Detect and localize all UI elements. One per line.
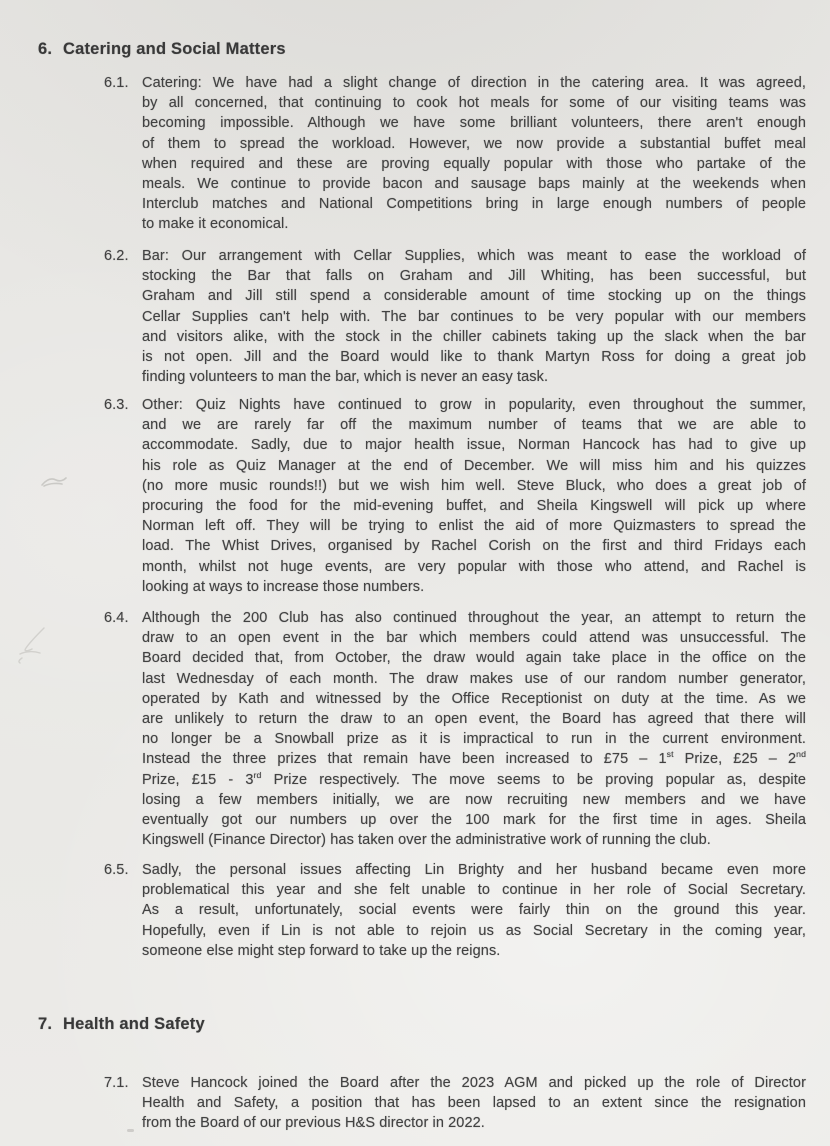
text-line: Kingswell (Finance Director) has taken over the administrative work of running the club.: [142, 832, 711, 849]
clause-6-3: [104, 395, 806, 597]
text-line: Although the 200 Club has also continued throughout the year, an attempt to return the: [142, 610, 806, 626]
scan-artifact-scribble: [14, 624, 56, 666]
text-line: load. The Whist Drives, organised by Rachel Corish on the first and third Fridays each: [142, 538, 806, 555]
section-number: 7.: [38, 1015, 53, 1033]
text-line: finding volunteers to man the bar, which is never an easy task.: [142, 369, 549, 386]
text-line: when required and these are proving equally popular with those who partake of the: [142, 155, 806, 172]
text-line: meals. We continue to provide bacon and sausage baps mainly at the weekends when: [142, 176, 806, 193]
clause-text: [142, 246, 806, 387]
text-line: Cellar Supplies can't help with. The bar continues to be very popular with our members: [142, 308, 806, 325]
text-line: (no more music rounds!!) but we wish him well. Steve Bluck, who does a great job of: [142, 477, 806, 494]
text-line: looking at ways to increase those numbers.: [142, 578, 425, 595]
text-line: to make it economical.: [142, 216, 289, 233]
scan-artifact-squiggle: [40, 474, 68, 492]
text-line: Hopefully, even if Lin is not able to rejoin us as Social Secretary in the coming year,: [142, 922, 806, 939]
text-line: eventually got our numbers up over the 100 mark for the first time in ages. Sheila: [142, 812, 806, 829]
section-heading-health-safety: [38, 1015, 205, 1034]
clause-number: 7.1.: [104, 1075, 129, 1091]
clause-6-1: [104, 73, 806, 235]
text-line: Bar: Our arrangement with Cellar Supplies, which was meant to ease the workload of: [142, 248, 806, 264]
text-line: his role as Quiz Manager at the end of December. We will miss him and his quizzes: [142, 457, 806, 474]
clause-number: 6.1.: [104, 75, 129, 91]
text-line: losing a few members initially, we are now recruiting new members and we have: [142, 791, 806, 808]
clause-number: 6.4.: [104, 610, 129, 626]
text-line: and we are rarely far off the maximum number of teams that we are able to: [142, 417, 806, 434]
clause-text: [142, 395, 806, 597]
text-line: Prize, £15 - 3rd Prize respectively. The move seems to be proving popular as, despite: [142, 769, 806, 788]
text-line: draw to an open event in the bar which members could attend was unsuccessful. The: [142, 630, 806, 647]
text-line: by all concerned, that continuing to cook hot meals for some of our visiting teams was: [142, 95, 806, 112]
clause-text: [142, 608, 806, 850]
clause-number: 6.3.: [104, 397, 129, 413]
scan-artifact-speck: [127, 1129, 134, 1132]
text-line: Steve Hancock joined the Board after the 2023 AGM and picked up the role of Director: [142, 1075, 806, 1091]
text-line: stocking the Bar that falls on Graham and Jill Whiting, has been successful, but: [142, 268, 806, 285]
text-line: As a result, unfortunately, social events were fairly thin on the ground this year.: [142, 902, 806, 919]
clause-7-1: [104, 1073, 806, 1134]
clause-text: [142, 73, 806, 235]
text-line: are unlikely to return the draw to an open event, the Board has agreed that there will: [142, 711, 806, 728]
text-line: Catering: We have had a slight change of direction in the catering area. It was agreed,: [142, 75, 806, 91]
text-line: of them to spread the workload. However, we now provide a substantial buffet meal: [142, 135, 806, 152]
clause-6-2: [104, 246, 806, 387]
clause-6-4: [104, 608, 807, 850]
text-line: accommodate. Sadly, due to major health issue, Norman Hancock has had to give up: [142, 437, 806, 454]
text-line: Norman left off. They will be trying to enlist the aid of more Quizmasters to spread the: [142, 518, 806, 535]
text-line: Interclub matches and National Competitions bring in large enough numbers of people: [142, 196, 806, 213]
section-title: Health and Safety: [63, 1015, 205, 1033]
section-heading-catering: [38, 40, 286, 59]
text-line: no longer be a Snowball prize as it is impractical to run in the current environment.: [142, 731, 806, 748]
text-line: Health and Safety, a position that has been lapsed to an extent since the resignation: [142, 1095, 806, 1112]
text-line: month, whilst not huge events, are very popular with those who attend, and Rachel is: [142, 558, 806, 575]
text-line: Instead the three prizes that remain have been increased to £75 – 1st Prize, £25 – 2nd: [142, 749, 807, 768]
text-line: is not open. Jill and the Board would like to thank Martyn Ross for doing a great job: [142, 349, 806, 366]
clause-number: 6.5.: [104, 862, 129, 878]
text-line: Board decided that, from October, the draw would again take place in the office on the: [142, 650, 806, 667]
section-number: 6.: [38, 40, 53, 58]
text-line: operated by Kath and witnessed by the Office Receptionist on duty at the time. As we: [142, 690, 806, 707]
text-line: Other: Quiz Nights have continued to grow in popularity, even throughout the summer,: [142, 397, 806, 413]
text-line: someone else might step forward to take up the reigns.: [142, 942, 501, 959]
clause-text: [142, 1073, 806, 1134]
text-line: and visitors alike, with the stock in the chiller cabinets taking up the slack when the bar: [142, 328, 806, 345]
text-line: becoming impossible. Although we have some brilliant volunteers, there aren't enough: [142, 115, 806, 132]
clause-6-5: [104, 860, 806, 961]
text-line: procuring the food for the mid-evening buffet, and Sheila Kingswell will pick up where: [142, 498, 806, 515]
section-title: Catering and Social Matters: [63, 40, 286, 58]
clause-text: [142, 860, 806, 961]
text-line: from the Board of our previous H&S director in 2022.: [142, 1115, 485, 1132]
text-line: Graham and Jill still spend a considerable amount of time stocking up on the things: [142, 288, 806, 305]
text-line: last Wednesday of each month. The draw makes use of our random number generator,: [142, 670, 806, 687]
text-line: Sadly, the personal issues affecting Lin Brighty and her husband became even more: [142, 862, 806, 878]
clause-number: 6.2.: [104, 248, 129, 264]
text-line: problematical this year and she felt unable to continue in her role of Social Secretary.: [142, 882, 806, 899]
